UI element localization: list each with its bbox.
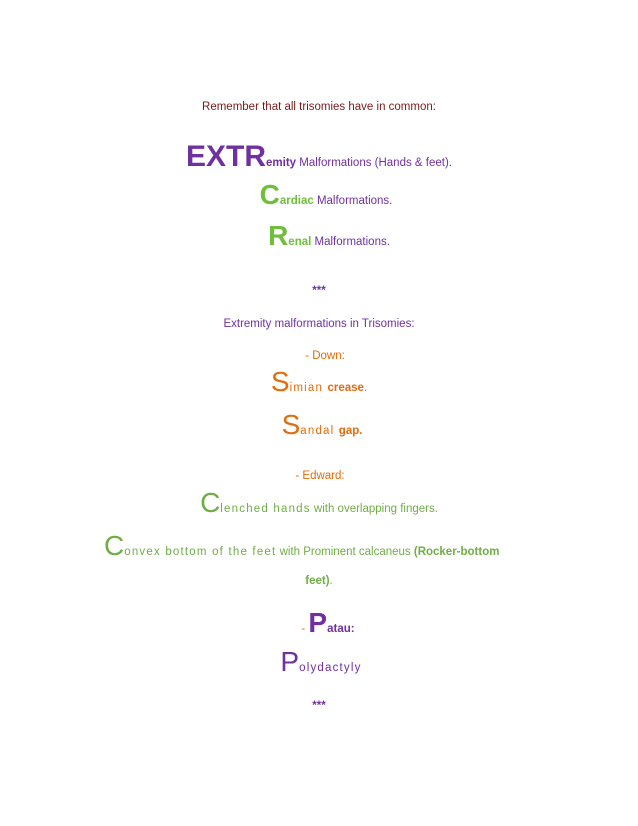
- convex-initial: C: [104, 530, 125, 561]
- sandal-rest: andal: [300, 425, 339, 437]
- simian-dot: .: [363, 382, 368, 394]
- clenched-initial: C: [200, 487, 221, 518]
- clenched-hands-line: [0, 489, 638, 517]
- separator-2: ***: [312, 700, 326, 712]
- extr-initials: EXTR: [185, 140, 266, 173]
- simian-crease-line: [0, 368, 638, 396]
- clenched-tail: with overlapping fingers.: [310, 503, 438, 515]
- simian-initial: S: [270, 366, 290, 397]
- patau-dash: -: [301, 623, 309, 635]
- edward-heading: - Edward:: [295, 470, 345, 482]
- renal-initial: R: [268, 220, 289, 251]
- polydactyly-rest: olydactyly: [299, 662, 362, 674]
- intro-text: [0, 101, 638, 113]
- patau-rest: atau:: [327, 623, 355, 635]
- feet-continuation-line: [0, 571, 638, 589]
- extr-tail: Malformations (Hands & feet).: [296, 157, 452, 169]
- convex-tail: with Prominent calcaneus: [276, 546, 414, 558]
- simian-tail: crease: [327, 382, 364, 394]
- convex-rest: onvex bottom of the feet: [124, 546, 277, 558]
- convex-dot: .: [329, 575, 333, 587]
- cardiac-line: [0, 181, 638, 209]
- patau-initial: P: [308, 607, 328, 638]
- patau-heading: [0, 609, 638, 637]
- intro-label: Remember that all trisomies have in common:: [202, 101, 436, 113]
- cardiac-tail: Malformations.: [313, 195, 393, 207]
- cardiac-initial: C: [259, 179, 280, 210]
- extremity-line: [0, 140, 638, 174]
- renal-rest: enal: [288, 236, 312, 248]
- polydactyly-line: [0, 648, 638, 676]
- separator-1: ***: [312, 285, 326, 297]
- sandal-tail: gap.: [338, 425, 363, 437]
- renal-tail: Malformations.: [311, 236, 390, 248]
- polydactyly-initial: P: [280, 646, 300, 677]
- extremity-heading: Extremity malformations in Trisomies:: [223, 318, 415, 330]
- down-heading: - Down:: [305, 350, 345, 362]
- convex-bold: (Rocker-bottom: [413, 546, 500, 558]
- convex-bold-2: feet): [305, 575, 330, 587]
- renal-line: [0, 222, 638, 250]
- simian-rest: imian: [289, 382, 328, 394]
- sandal-gap-line: [0, 411, 638, 439]
- convex-bottom-line: [104, 532, 638, 560]
- clenched-rest: lenched hands: [220, 503, 311, 515]
- cardiac-rest: ardiac: [279, 195, 314, 207]
- extr-rest: emity: [266, 157, 297, 169]
- sandal-initial: S: [281, 409, 301, 440]
